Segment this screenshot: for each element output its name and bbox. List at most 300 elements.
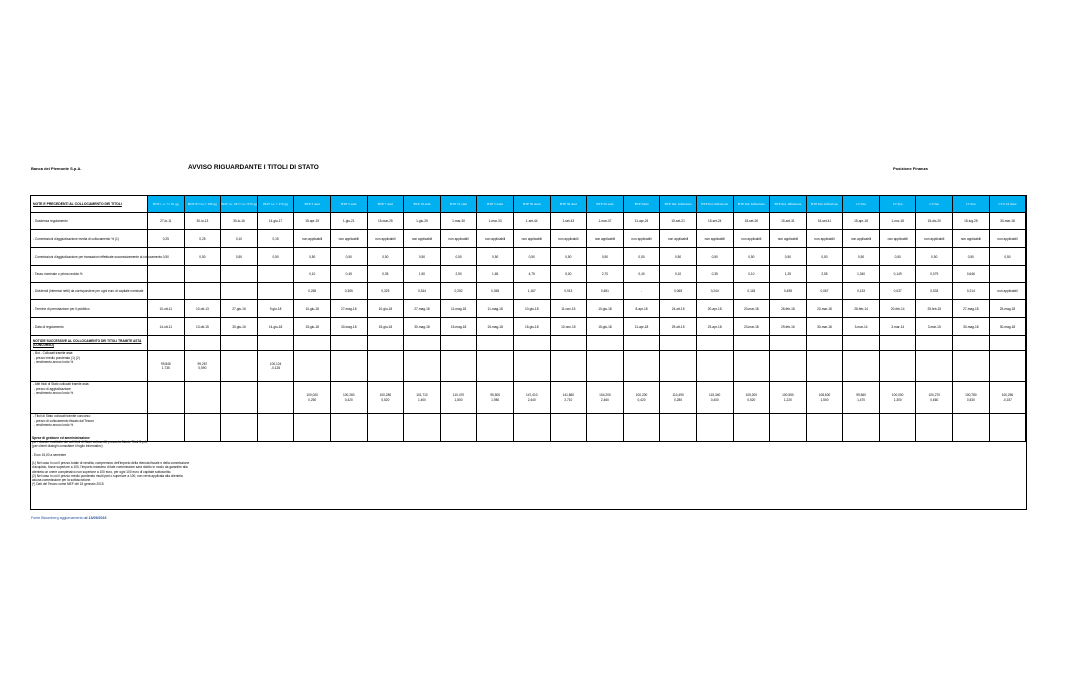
table-cell: 30-lo-13 xyxy=(184,213,221,230)
table-cell xyxy=(367,351,404,382)
table-cell: 15-set-21 xyxy=(660,213,697,230)
table-cell: 8-apr-18 xyxy=(623,300,660,318)
table-cell: 0,25 xyxy=(148,230,185,248)
table-cell xyxy=(879,351,916,382)
table-cell xyxy=(843,336,880,351)
table-cell xyxy=(660,414,697,442)
table-cell xyxy=(806,351,843,382)
table-cell xyxy=(587,414,624,442)
table-cell: 1-mar-33 xyxy=(477,213,514,230)
table-cell: 0,50 xyxy=(733,248,770,266)
department-label: Posizione Finanza xyxy=(893,166,928,171)
table-cell: 27-mag-18 xyxy=(404,300,441,318)
table-cell xyxy=(696,351,733,382)
table-cell: 0,651 xyxy=(587,283,624,300)
table-cell: 100,256 -0,157 xyxy=(989,382,1026,414)
table-cell: 0,365 xyxy=(330,283,367,300)
table-cell: 10-giu-18 xyxy=(367,300,404,318)
table-cell: non applicabili xyxy=(733,230,770,248)
table-cell: 0,50 xyxy=(367,248,404,266)
table-row xyxy=(31,351,1026,382)
table-cell: 11-apr-18 xyxy=(623,318,660,336)
table-cell: 0,913 xyxy=(550,283,587,300)
row-label: - Bot - Collocati tramite asta: - prezzo medio ponderato (1) (2) - rendimento annuo lordo % xyxy=(31,351,148,382)
table-cell: 0,50 xyxy=(587,248,624,266)
table-cell: 11-nov-15 xyxy=(550,300,587,318)
table-cell: 1-giu-21 xyxy=(330,213,367,230)
table-cell xyxy=(184,336,221,351)
table-cell xyxy=(221,382,258,414)
table-cell: 0,325 xyxy=(367,283,404,300)
table-cell: non applicabili xyxy=(404,230,441,248)
table-cell: 26-feb-14 xyxy=(843,300,880,318)
column-header: BTP 10 anni xyxy=(404,196,441,213)
table-row xyxy=(31,318,1026,336)
table-cell xyxy=(587,351,624,382)
table-row xyxy=(31,382,1026,414)
table-cell: 0,133 xyxy=(843,283,880,300)
table-cell xyxy=(550,351,587,382)
table-cell: non applicabili xyxy=(440,230,477,248)
table-cell: 11-apr-24 xyxy=(623,213,660,230)
column-header: BTP 5 Anni xyxy=(477,196,514,213)
table-cell: 0,149 xyxy=(879,266,916,283)
table-cell: 104,200 2,460 xyxy=(587,382,624,414)
table-cell xyxy=(257,336,294,351)
row-label: - Tasso nominale o prima cedola % xyxy=(31,266,148,283)
table-cell: 3-mar-14 xyxy=(879,318,916,336)
table-cell: 15-giu-18 xyxy=(587,318,624,336)
table-cell: 10-nov-15 xyxy=(550,318,587,336)
table-cell: 0,50 xyxy=(221,248,258,266)
table-cell xyxy=(696,336,733,351)
table-cell: 30-mar-18 xyxy=(806,318,843,336)
column-header: CCTeu xyxy=(953,196,990,213)
table-cell xyxy=(879,336,916,351)
table-cell: 15-lug-25 xyxy=(953,213,990,230)
table-cell: 14-giu-18 xyxy=(257,318,294,336)
table-cell: 0,50 xyxy=(257,248,294,266)
table-cell: 100,000 1,300 xyxy=(879,382,916,414)
table-row xyxy=(31,266,1026,283)
table-cell xyxy=(221,283,258,300)
column-header: BOT t. e. <= 81 gg xyxy=(148,196,185,213)
table-cell: 1-mar-47 xyxy=(587,213,624,230)
column-header: BTP 30 anni xyxy=(550,196,587,213)
table-cell: non applicabili xyxy=(513,230,550,248)
table-cell: 1,25 xyxy=(770,266,807,283)
table-cell: 1,340 xyxy=(843,266,880,283)
table-cell: 0,50 xyxy=(806,248,843,266)
table-cell: 110,470 1,800 xyxy=(440,382,477,414)
column-header: BTP 3 anni xyxy=(294,196,331,213)
table-cell xyxy=(440,336,477,351)
table-cell: 1-set-44 xyxy=(513,213,550,230)
table-cell xyxy=(221,336,258,351)
table-cell: 15-apr-19 xyxy=(294,213,331,230)
table-cell: 99,560 1,470 xyxy=(843,382,880,414)
column-header: CCTeu xyxy=(843,196,880,213)
table-cell xyxy=(989,266,1026,283)
table-cell: 20-mar-18 xyxy=(806,300,843,318)
table-cell: 5,00 xyxy=(550,266,587,283)
table-cell: 0,50 xyxy=(440,248,477,266)
table-cell: 10-giu-18 xyxy=(587,300,624,318)
note-line: (1) Nel caso in cui il prezzo totale di vendita, comprensivo dell'importo della ritenuta fiscale e della commissione xyxy=(32,461,190,466)
table-cell xyxy=(623,351,660,382)
table-cell: 27-mag-18 xyxy=(330,300,367,318)
table-cell: 2,55 xyxy=(806,266,843,283)
table-cell: - xyxy=(623,283,660,300)
table-cell xyxy=(513,336,550,351)
table-cell: 30-giu-16 xyxy=(221,318,258,336)
table-cell: 10-giu-18 xyxy=(294,300,331,318)
table-cell xyxy=(770,336,807,351)
table-cell xyxy=(660,336,697,351)
table-row xyxy=(31,300,1026,318)
table-cell: 1-set-43 xyxy=(550,213,587,230)
table-cell: 0,50 xyxy=(696,248,733,266)
table-cell xyxy=(440,351,477,382)
table-cell xyxy=(953,351,990,382)
table-cell: 105,200 0,520 xyxy=(733,382,770,414)
column-header: BTP Italia xyxy=(623,196,660,213)
table-cell xyxy=(806,336,843,351)
table-cell: 0,15 xyxy=(257,230,294,248)
table-cell xyxy=(770,351,807,382)
table-cell: non applicabili xyxy=(623,230,660,248)
table-cell: 0,50 xyxy=(953,248,990,266)
table-cell xyxy=(843,414,880,442)
table-cell xyxy=(184,266,221,283)
table-cell xyxy=(696,414,733,442)
table-cell: 0,35 xyxy=(696,266,733,283)
table-cell: non applicabili xyxy=(587,230,624,248)
table-cell: non applicabili xyxy=(989,283,1026,300)
table-cell: 0,065 xyxy=(660,283,697,300)
table-cell: 100,780 0,530 xyxy=(953,382,990,414)
table-cell xyxy=(404,336,441,351)
row-label: - Commissioni d'aggiudicazione media di collocamento % (1) xyxy=(31,230,148,248)
table-cell xyxy=(806,414,843,442)
table-cell: 27-mag-18 xyxy=(953,300,990,318)
table-cell xyxy=(770,414,807,442)
table-cell: 0,079 xyxy=(916,266,953,283)
table-cell: 0,214 xyxy=(953,283,990,300)
note-line: - Euro 15,00 a semestre xyxy=(32,452,67,457)
table-cell xyxy=(294,351,331,382)
column-header: BTP 30 Anni xyxy=(513,196,550,213)
table-cell: non applicabili xyxy=(916,230,953,248)
table-cell: 0,10 xyxy=(733,266,770,283)
table-cell xyxy=(733,414,770,442)
table-cell: 100,124 -0,128 xyxy=(257,351,294,382)
note-line: clientela un onere complessivo non superiore a 100 euro, per ogni 100 euro di capitale sottoscritto. xyxy=(32,469,172,474)
table-cell xyxy=(879,414,916,442)
table-cell: non applicabili xyxy=(660,230,697,248)
table-cell: 30-mar-18 xyxy=(989,213,1026,230)
column-header: BTP 5 anni xyxy=(330,196,367,213)
table-cell: 27-giu-16 xyxy=(221,300,258,318)
table-cell: non applicabili xyxy=(879,230,916,248)
table-cell: 20-mar-18 xyxy=(733,300,770,318)
table-cell: 0,25 xyxy=(184,230,221,248)
table-cell xyxy=(477,351,514,382)
table-cell: 0,50 xyxy=(330,248,367,266)
table-cell: 24-ott-15 xyxy=(660,300,697,318)
table-cell xyxy=(550,336,587,351)
table-cell: 0,365 xyxy=(477,283,514,300)
table-cell: 30-lo-16 xyxy=(221,213,258,230)
table-cell: 0,067 xyxy=(806,283,843,300)
table-row xyxy=(31,213,1026,230)
table-cell: non applicabili xyxy=(770,230,807,248)
table-cell: non applicabili xyxy=(367,230,404,248)
column-header: BTP Ind. Inflazione xyxy=(770,196,807,213)
table-cell: 147,410 2,440 xyxy=(513,382,550,414)
table-cell xyxy=(477,414,514,442)
table-cell: 10-ott-13 xyxy=(184,300,221,318)
table-cell xyxy=(440,414,477,442)
table-cell xyxy=(148,266,185,283)
table-cell: 2,50 xyxy=(440,266,477,283)
table-cell: 14-giu-17 xyxy=(257,213,294,230)
table-cell: 26-feb-18 xyxy=(770,300,807,318)
table-cell: 15-mag-18 xyxy=(477,318,514,336)
row-label: - Data di regolamento xyxy=(31,318,148,336)
table-cell: 25-feb-15 xyxy=(916,300,953,318)
table-cell: 0,037 xyxy=(879,283,916,300)
table-cell: 1-nov-18 xyxy=(879,213,916,230)
table-cell: 0,50 xyxy=(623,248,660,266)
table-cell xyxy=(257,382,294,414)
table-cell: 1,50 xyxy=(404,266,441,283)
table-cell xyxy=(148,382,185,414)
table-cell: 1,187 xyxy=(513,283,550,300)
table-cell: 23-apr-18 xyxy=(696,318,733,336)
table-cell: 9-giu-18 xyxy=(257,300,294,318)
table-cell: 15-dic-20 xyxy=(916,213,953,230)
table-cell: 0,533 xyxy=(916,283,953,300)
note-line: d'acquisto, fosse superiore a 100, l'importo massimo di tale commissione sarà ridotto in modo da garantire alla xyxy=(32,465,188,470)
table-cell: 0,35 xyxy=(367,266,404,283)
table-cell: 95,500 1,980 xyxy=(477,382,514,414)
table-cell: non applicabili xyxy=(843,230,880,248)
table-cell: 0,50 xyxy=(148,248,185,266)
table-cell: 0,10 xyxy=(221,230,258,248)
table-cell xyxy=(989,336,1026,351)
table-cell: 0,10 xyxy=(294,266,331,283)
table-cell: 15-set-31 xyxy=(770,213,807,230)
column-header: BOT t.e. > 270 gg xyxy=(257,196,294,213)
table-cell xyxy=(404,351,441,382)
table-cell: 0,50 xyxy=(879,248,916,266)
table-cell: 30-mag-18 xyxy=(330,318,367,336)
column-header: CCTeu xyxy=(879,196,916,213)
table-cell xyxy=(587,336,624,351)
table-cell: 27-lo-11 xyxy=(148,213,185,230)
table-cell: 11-mag-18 xyxy=(477,300,514,318)
table-cell xyxy=(148,283,185,300)
row-label: - Dividendi (interessi netti) da corrispondere per ogni euro di capitale nominale xyxy=(31,283,148,300)
note-line: per i dossier costituito dai soli titoli di Stato sottoscritti presso la Monte Titoli S.p.A. xyxy=(32,440,148,445)
column-header: BOT t.e. 181< t.e.<270 gg xyxy=(221,196,258,213)
table-cell: 115,340 0,400 xyxy=(696,382,733,414)
table-cell: 0,50 xyxy=(184,248,221,266)
table-cell xyxy=(953,336,990,351)
table-cell: 0,498 xyxy=(770,283,807,300)
row-label: - Altri titoli di Stato collocati tramite asta: - prezzo di aggiudicazione - rendimento annuo lordo % xyxy=(31,382,148,414)
column-header: BTP Ind. Inflazione xyxy=(806,196,843,213)
table-cell: non applicabili xyxy=(953,230,990,248)
table-cell: 15-mar-25 xyxy=(367,213,404,230)
table-cell: 0,50 xyxy=(843,248,880,266)
row-label: - Termine di prenotazione per il pubblico xyxy=(31,300,148,318)
table-cell: 15-giu-18 xyxy=(513,318,550,336)
table-cell xyxy=(330,336,367,351)
table-cell: 11-mag-18 xyxy=(440,300,477,318)
table-cell xyxy=(989,351,1026,382)
page-title: AVVISO RIGUARDANTE I TITOLI DI STATO xyxy=(188,164,319,171)
column-header: BTP 50 anni xyxy=(587,196,624,213)
table-cell: 20-feb-14 xyxy=(879,300,916,318)
table-cell: 0,40 xyxy=(623,266,660,283)
table-cell xyxy=(221,266,258,283)
table-cell xyxy=(916,351,953,382)
corner-label: NOTE E PRECEDENTI AL COLLOCAMENTO DEI TITOLI xyxy=(31,196,148,213)
table-cell xyxy=(733,351,770,382)
table-cell: 10-giu-18 xyxy=(513,300,550,318)
column-header: BTP Ind. Inflazione xyxy=(696,196,733,213)
table-cell: 10-ott-11 xyxy=(148,300,185,318)
table-cell: 0,244 xyxy=(696,283,733,300)
table-cell xyxy=(550,414,587,442)
table-cell: 99,845 1,735 xyxy=(148,351,185,382)
table-cell: 101,710 1,400 xyxy=(404,382,441,414)
table-cell: 0,50 xyxy=(477,248,514,266)
table-cell: 15-giu-18 xyxy=(294,318,331,336)
section-row xyxy=(31,336,1026,351)
column-header: CTZ 24 mesi xyxy=(989,196,1026,213)
table-cell: non applicabili xyxy=(477,230,514,248)
table-cell: 13-ott-15 xyxy=(184,318,221,336)
table-cell xyxy=(989,414,1026,442)
table-cell: 100,260 0,420 xyxy=(330,382,367,414)
table-cell: non applicabili xyxy=(294,230,331,248)
table-cell: 0,50 xyxy=(513,248,550,266)
table-cell xyxy=(184,283,221,300)
table-cell: 0,344 xyxy=(404,283,441,300)
table-cell: 100,200 0,420 xyxy=(623,382,660,414)
table-cell: 15-set-26 xyxy=(733,213,770,230)
section-label: NOTIZIE SUCCESSIVE AL COLLOCAMENTO DEI TITOLI TRAMITE ASTA (CONCORSO) xyxy=(31,336,148,351)
table-cell: 0,50 xyxy=(916,248,953,266)
table-cell: 15-set-41 xyxy=(806,213,843,230)
table-cell: 100,550 1,220 xyxy=(770,382,807,414)
table-cell xyxy=(367,336,404,351)
table-cell: 4,75 xyxy=(513,266,550,283)
table-cell: 0,50 xyxy=(294,248,331,266)
table-cell: 100,020 0,250 xyxy=(294,382,331,414)
note-line: (*) Dati del Tesoro come MEF del 15 gennaio 2015. xyxy=(32,482,105,487)
source-date: al 13/09/2016 xyxy=(84,516,107,520)
table-cell xyxy=(733,336,770,351)
table-cell xyxy=(513,351,550,382)
table-cell: non applicabili xyxy=(989,230,1026,248)
table-cell xyxy=(513,414,550,442)
table-cell xyxy=(184,382,221,414)
table-cell xyxy=(257,283,294,300)
table-cell xyxy=(916,414,953,442)
table-cell: 141,860 2,710 xyxy=(550,382,587,414)
table-cell: 20-apr-18 xyxy=(696,300,733,318)
notes-block xyxy=(32,436,432,486)
column-header: CCTeu xyxy=(916,196,953,213)
table-row xyxy=(31,248,1026,266)
table-cell: 0,50 xyxy=(989,248,1026,266)
table-cell xyxy=(916,336,953,351)
note-line: (2) Nel caso in cui il prezzo medio ponderato risulti pari o superiore a 100, non verrà applicata alla clientela xyxy=(32,473,183,478)
table-cell: 23-mar-18 xyxy=(733,318,770,336)
table-cell: non applicabili xyxy=(330,230,367,248)
table-cell xyxy=(330,351,367,382)
table-cell: 0,265 xyxy=(294,283,331,300)
table-cell: 1-mar-30 xyxy=(440,213,477,230)
row-label: - Titoli di Stato collocati tramite concorso: - prezzo di collocamento fissato dal Tesoro - rendimento annuo lordo % xyxy=(31,414,148,442)
note-line: (per clienti dialoghi consultare il foglio informativo) xyxy=(32,444,103,449)
note-line: alcuna commissione per la sottoscrizione. xyxy=(32,478,91,483)
table-cell xyxy=(953,414,990,442)
table-cell: 15-apr-18 xyxy=(843,213,880,230)
table-cell: 110,490 0,280 xyxy=(660,382,697,414)
table-row xyxy=(31,230,1026,248)
table-cell: 0,252 xyxy=(440,283,477,300)
table-cell: 30-mag-18 xyxy=(404,318,441,336)
table-cell xyxy=(623,414,660,442)
table-cell: non applicabili xyxy=(806,230,843,248)
table-cell: 2,70 xyxy=(587,266,624,283)
table-cell: 15-mag-18 xyxy=(440,318,477,336)
table-cell: 100,280 0,520 xyxy=(367,382,404,414)
table-cell: 0,646 xyxy=(953,266,990,283)
column-header: BTP 7 anni xyxy=(367,196,404,213)
table-cell: 0,45 xyxy=(330,266,367,283)
table-cell xyxy=(148,336,185,351)
table-cell: 100,270 0,660 xyxy=(916,382,953,414)
table-cell: 30-mag-18 xyxy=(953,318,990,336)
table-cell xyxy=(477,336,514,351)
table-cell: 3-mar-14 xyxy=(843,318,880,336)
table-cell: 3-mar-15 xyxy=(916,318,953,336)
column-header: BTP Ind. Inflazione xyxy=(733,196,770,213)
table-cell xyxy=(623,336,660,351)
table-cell: 15-set-24 xyxy=(696,213,733,230)
table-cell: non applicabili xyxy=(550,230,587,248)
table-cell: 15-giu-18 xyxy=(367,318,404,336)
table-cell: 30-mag-18 xyxy=(989,318,1026,336)
table-cell xyxy=(294,336,331,351)
column-header: BTP Ind. Inflazione xyxy=(660,196,697,213)
table-cell: 0,10 xyxy=(660,266,697,283)
table-cell xyxy=(660,351,697,382)
table-cell: 108,600 1,500 xyxy=(806,382,843,414)
table-cell xyxy=(843,351,880,382)
table-cell: 0,50 xyxy=(404,248,441,266)
table-cell xyxy=(257,266,294,283)
table-cell: 1-giu-25 xyxy=(404,213,441,230)
bank-name: Banca del Piemonte S.p.A. xyxy=(31,166,82,171)
column-header: BTP 15 anni xyxy=(440,196,477,213)
